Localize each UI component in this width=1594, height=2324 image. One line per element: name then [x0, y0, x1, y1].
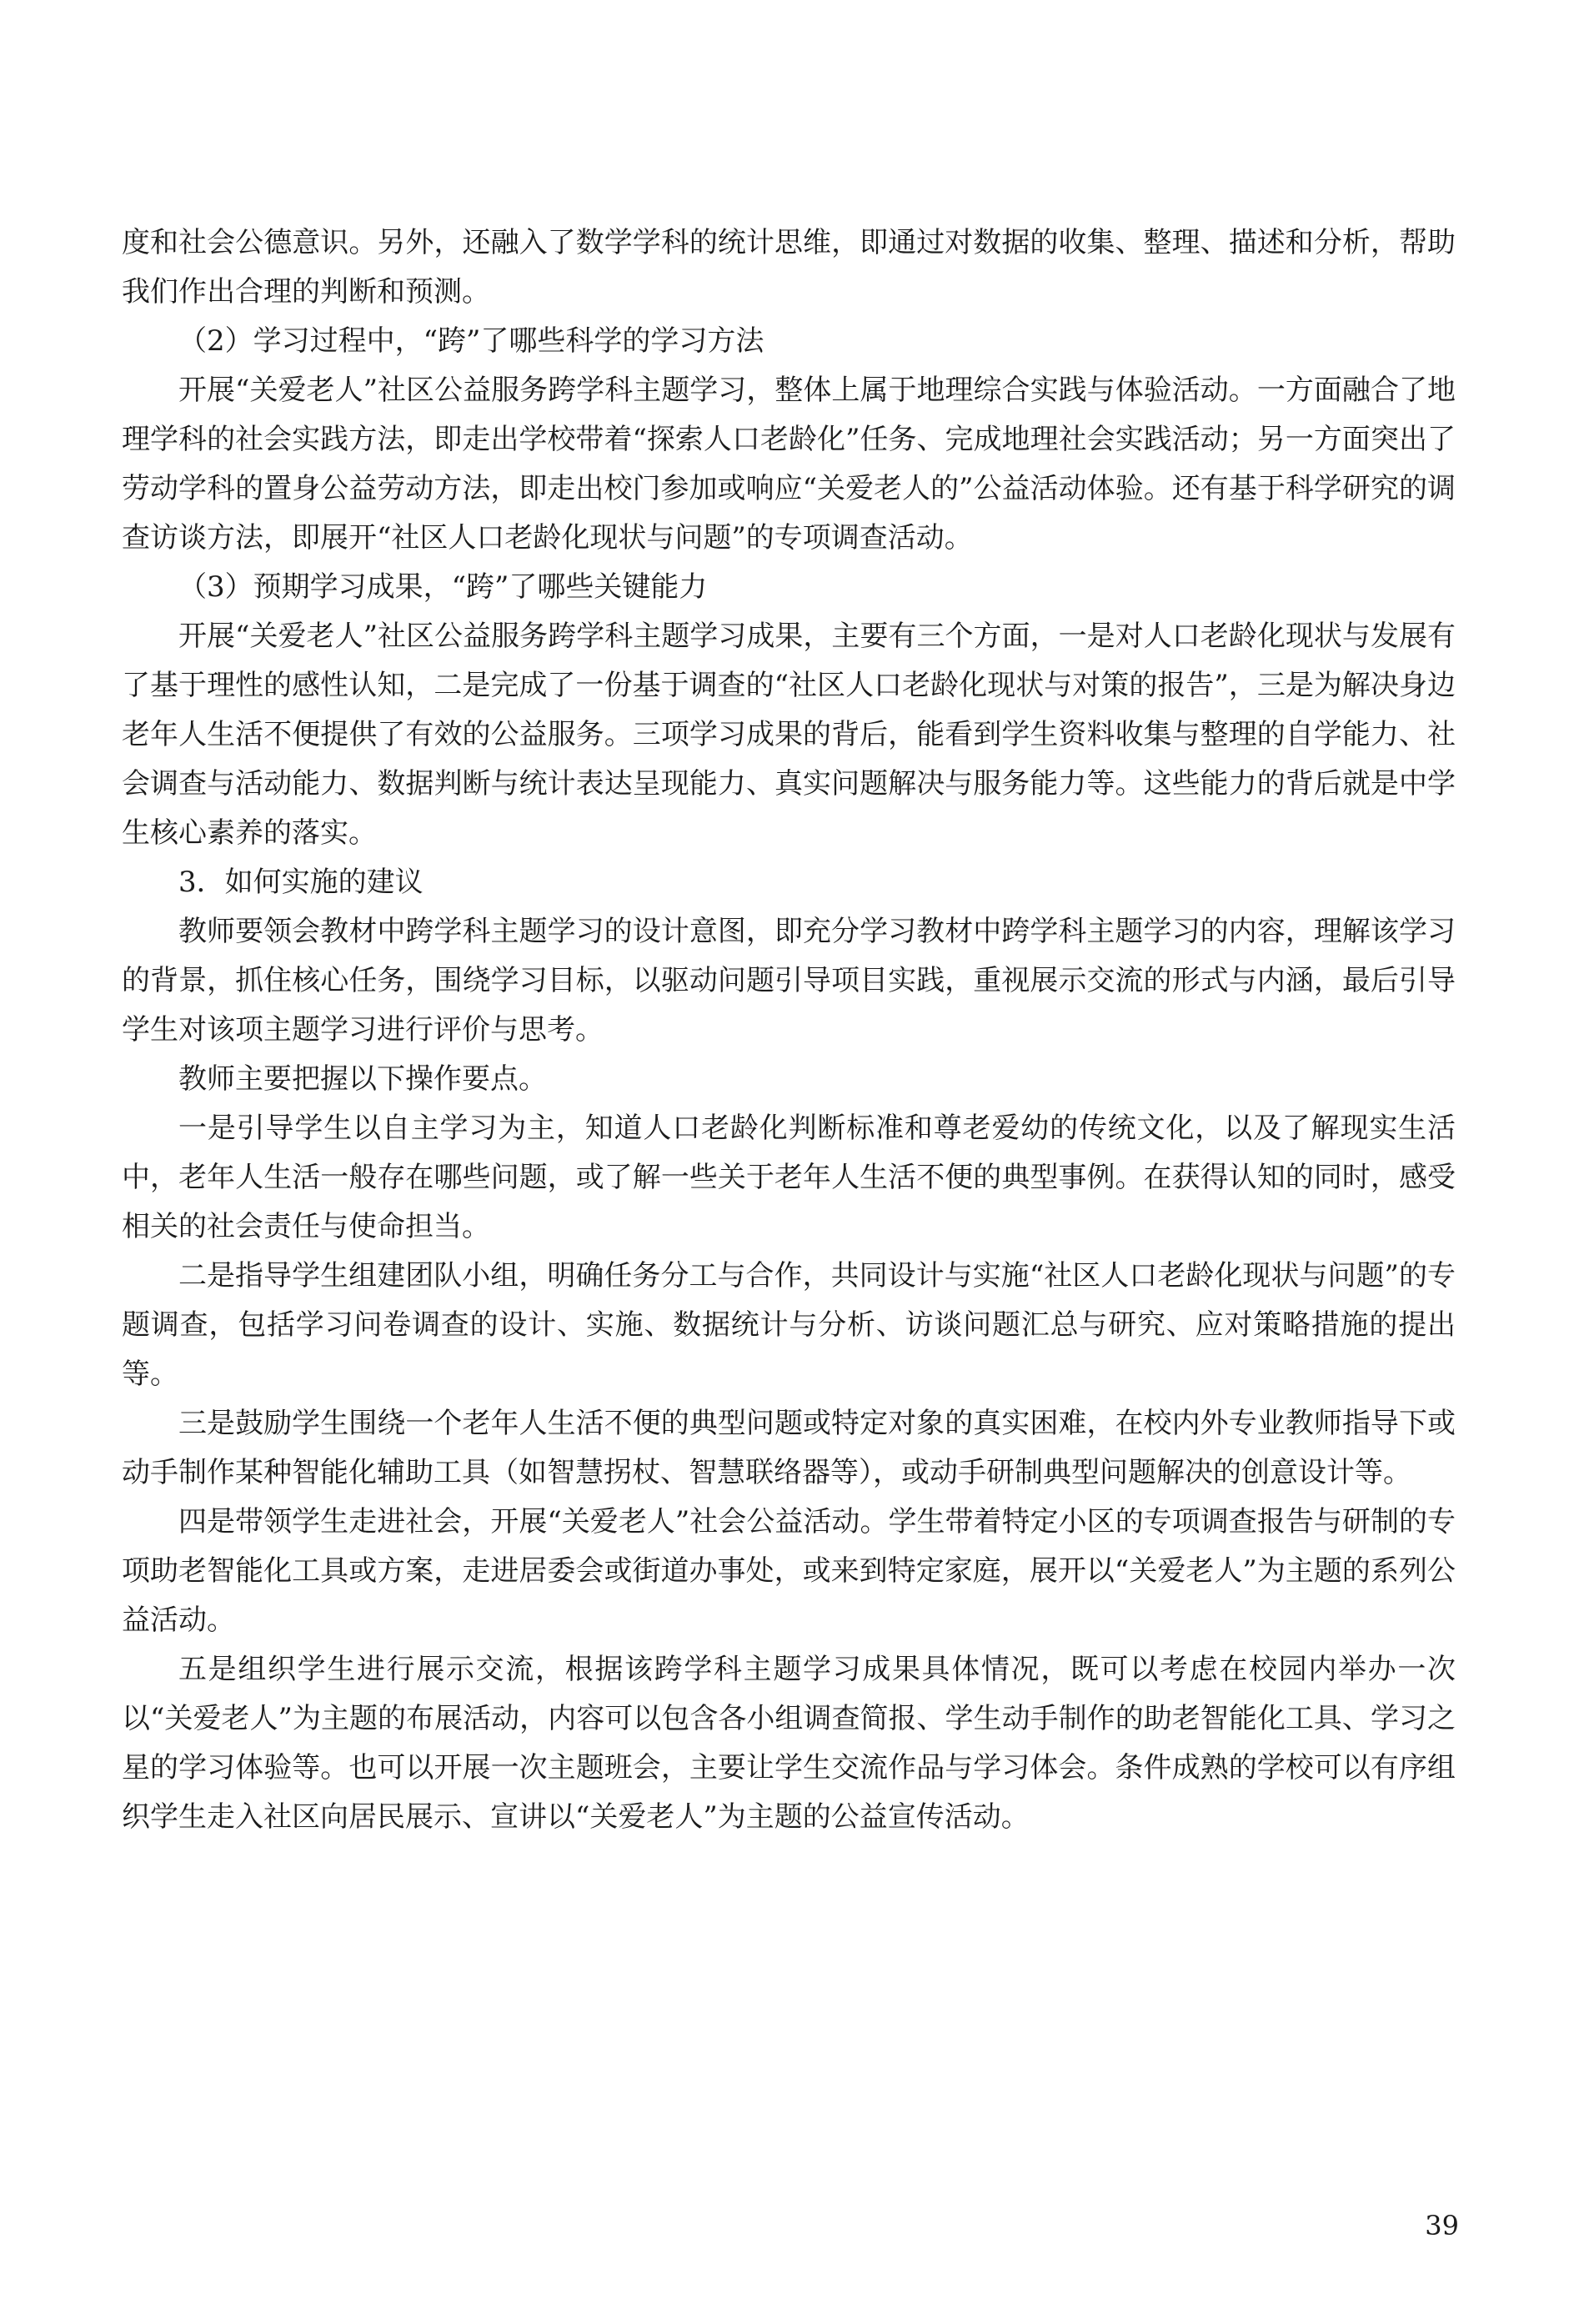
continuation-paragraph: 度和社会公德意识。另外，还融入了数学学科的统计思维，即通过对数据的收集、整理、描述和分析，帮助我们作出合理的判断和预测。 — [122, 226, 1456, 309]
paragraph-point-five: 五是组织学生进行展示交流，根据该跨学科主题学习成果具体情况，既可以考虑在校园内举办一次以“关爱老人”为主题的布展活动，内容可以包含各小组调查简报、学生动手制作的助老智能化工具、学习之星的学习体验等。也可以开展一次主题班会，主要让学生交流作品与学习体会。条件成熟的学校可以有序组织学生走入社区向居民展示、宣讲以“关爱老人”为主题的公益宣传活动。 — [122, 1653, 1456, 1834]
body-text — [122, 218, 1456, 1842]
paragraph-point-three: 三是鼓励学生围绕一个老年人生活不便的典型问题或特定对象的真实困难，在校内外专业教师指导下或动手制作某种智能化辅助工具（如智慧拐杖、智慧联络器等），或动手研制典型问题解决的创意设计等。 — [122, 1407, 1456, 1489]
paragraph-point-four: 四是带领学生走进社会，开展“关爱老人”社会公益活动。学生带着特定小区的专项调查报告与研制的专项助老智能化工具或方案，走进居委会或街道办事处，或来到特定家庭，展开以“关爱老人”为主题的系列公益活动。 — [122, 1505, 1456, 1637]
paragraph-learning-methods: 开展“关爱老人”社区公益服务跨学科主题学习，整体上属于地理综合实践与体验活动。一方面融合了地理学科的社会实践方法，即走出学校带着“探索人口老龄化”任务、完成地理社会实践活动；另一方面突出了劳动学科的置身公益劳动方法，即走出校门参加或响应“关爱老人的”公益活动体验。还有基于科学研究的调查访谈方法，即展开“社区人口老龄化现状与问题”的专项调查活动。 — [122, 374, 1456, 555]
subheading-learning-methods: （2）学习过程中，“跨”了哪些科学的学习方法 — [178, 324, 764, 358]
paragraph-key-points: 教师主要把握以下操作要点。 — [178, 1062, 547, 1096]
paragraph-key-abilities: 开展“关爱老人”社区公益服务跨学科主题学习成果，主要有三个方面，一是对人口老龄化现状与发展有了基于理性的感性认知，二是完成了一份基于调查的“社区人口老龄化现状与对策的报告”，三是为解决身边老年人生活不便提供了有效的公益服务。三项学习成果的背后，能看到学生资料收集与整理的自学能力、社会调查与活动能力、数据判断与统计表达呈现能力、真实问题解决与服务能力等。这些能力的背后就是中学生核心素养的落实。 — [122, 620, 1456, 850]
paragraph-implementation-intro: 教师要领会教材中跨学科主题学习的设计意图，即充分学习教材中跨学科主题学习的内容，理解该学习的背景，抓住核心任务，围绕学习目标，以驱动问题引导项目实践，重视展示交流的形式与内涵，最后引导学生对该项主题学习进行评价与思考。 — [122, 915, 1456, 1047]
paragraph-point-two: 二是指导学生组建团队小组，明确任务分工与合作，共同设计与实施“社区人口老龄化现状与问题”的专题调查，包括学习问卷调查的设计、实施、数据统计与分析、访谈问题汇总与研究、应对策略措施的提出等。 — [122, 1259, 1456, 1391]
subheading-implementation: 3．如何实施的建议 — [178, 866, 424, 899]
page-number: 39 — [1425, 2210, 1459, 2241]
subheading-key-abilities: （3）预期学习成果，“跨”了哪些关键能力 — [178, 570, 708, 604]
paragraph-point-one: 一是引导学生以自主学习为主，知道人口老龄化判断标准和尊老爱幼的传统文化，以及了解现实生活中，老年人生活一般存在哪些问题，或了解一些关于老年人生活不便的典型事例。在获得认知的同时，感受相关的社会责任与使命担当。 — [122, 1112, 1456, 1243]
